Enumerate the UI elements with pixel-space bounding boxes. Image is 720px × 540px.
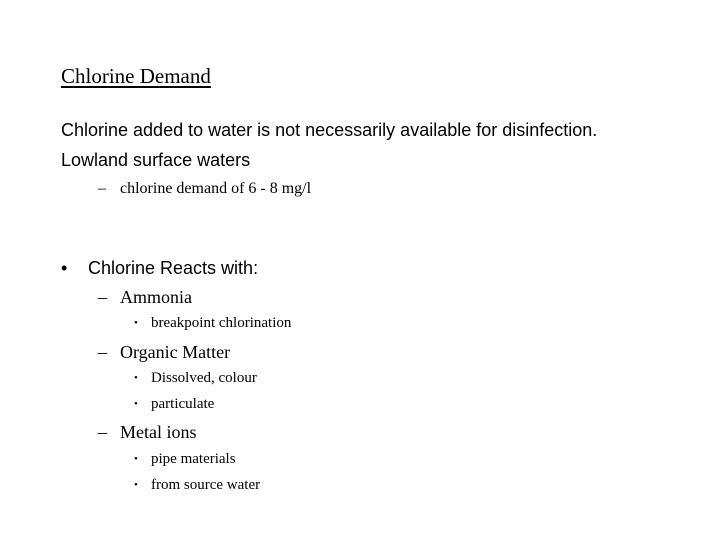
list-item-organic-matter: [98, 342, 230, 363]
list-item-ammonia: [98, 287, 192, 308]
dash-marker: –: [98, 342, 107, 362]
dash-marker: –: [98, 422, 107, 442]
dot-marker: •: [134, 453, 138, 465]
intro-text-line-2: Lowland surface waters: [61, 150, 251, 170]
sub-list-item: [134, 370, 257, 387]
list-item-label: Metal ions: [120, 422, 197, 442]
sub-list-item-label: pipe materials: [151, 451, 236, 467]
sub-list-item: [134, 396, 214, 413]
sub-list-item-label: from source water: [151, 477, 261, 493]
dash-marker: –: [98, 287, 107, 307]
sub-list-item-label: Dissolved, colour: [151, 370, 257, 386]
sub-list-item: [134, 315, 291, 332]
sub-list-item: [134, 451, 236, 468]
bullet-heading: [61, 258, 258, 279]
slide-title: Chlorine Demand: [61, 64, 211, 88]
sub-list-item: [134, 477, 260, 494]
intro-sub-item: [98, 180, 311, 198]
sub-list-item-label: particulate: [151, 396, 215, 412]
intro-text-line-1: Chlorine added to water is not necessarily available for disinfection.: [61, 120, 598, 140]
list-item-metal-ions: [98, 422, 197, 443]
dot-marker: •: [134, 398, 138, 410]
dot-marker: •: [134, 479, 138, 491]
dot-marker: •: [134, 372, 138, 384]
list-item-label: Ammonia: [120, 287, 192, 307]
sub-list-item-label: breakpoint chlorination: [151, 315, 292, 331]
dash-marker: –: [98, 180, 106, 197]
list-item-label: Organic Matter: [120, 342, 231, 362]
dot-marker: •: [134, 317, 138, 329]
bullet-heading-label: Chlorine Reacts with:: [88, 258, 259, 278]
bullet-marker: •: [61, 258, 68, 278]
intro-sub-item-label: chlorine demand of 6 - 8 mg/l: [120, 180, 312, 197]
